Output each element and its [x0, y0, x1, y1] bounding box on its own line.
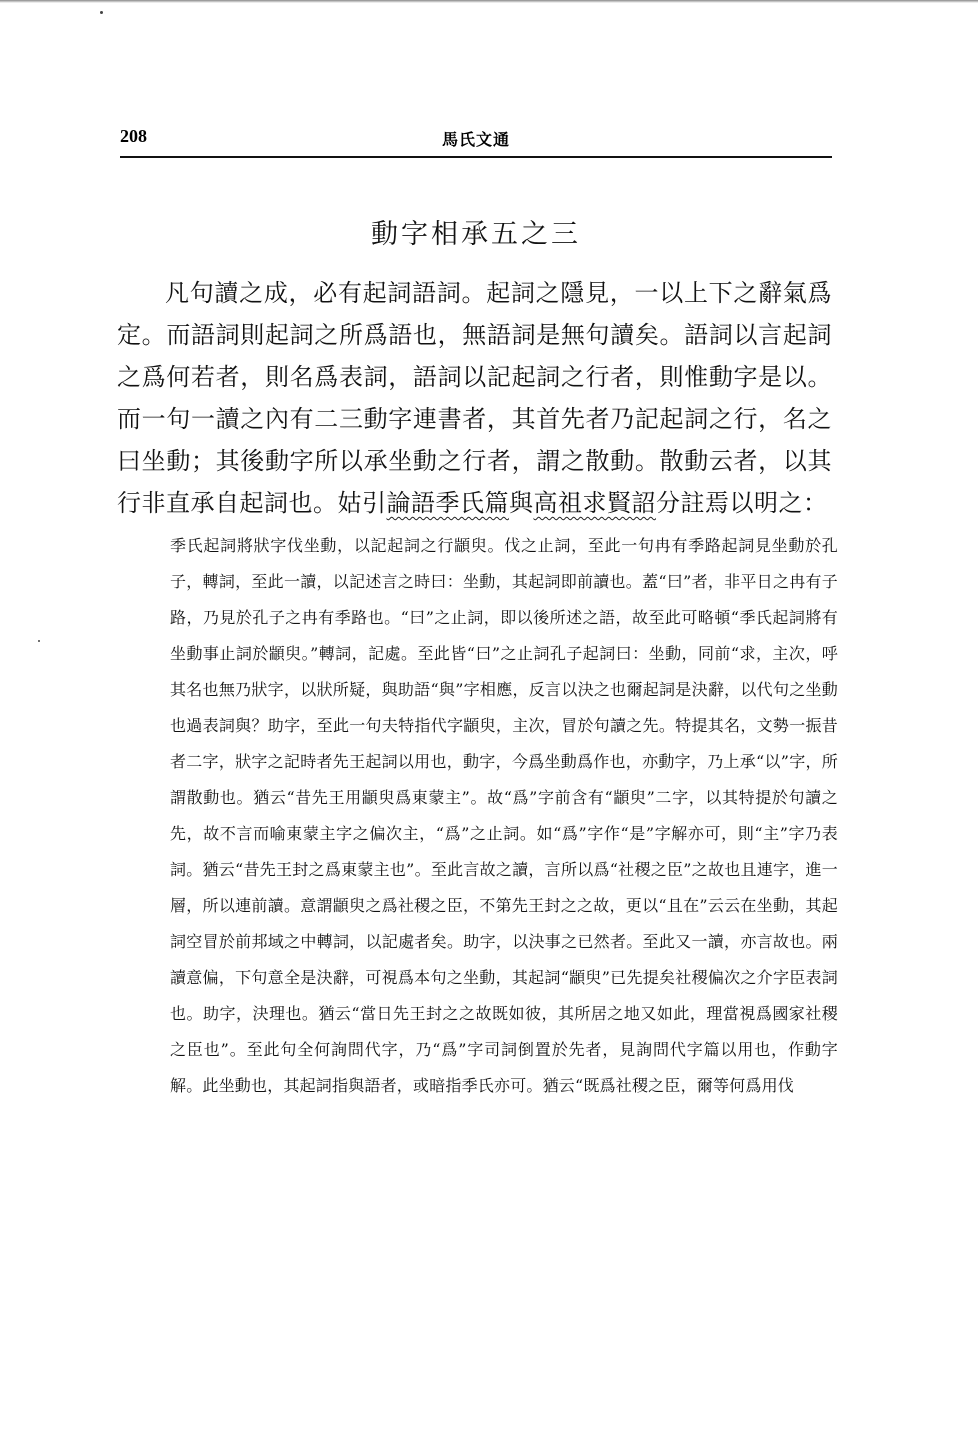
header-rule: [120, 156, 832, 158]
page-header: [120, 126, 832, 158]
book-title-lunyu: 論語: [386, 489, 436, 517]
scan-edge: [0, 0, 978, 3]
section-title: 動字相承五之三: [371, 219, 581, 250]
paragraph-joiner: 與: [509, 489, 534, 517]
annotated-commentary: 季氏起詞將狀字伐坐動，以記起詞之行顓臾。伐之止詞，至此一句冉有季路起詞見坐動於孔子，轉詞，至此一讀，以記述言之時曰：坐動，其起詞即前讀也。蓋“曰”者，非平日之冉有子路，乃見於孔子之冉有季路也。“曰”之止詞，即以後所述之語，故至此可略頓“季氏起詞將有坐動事止詞於顓臾。”轉詞，記處。至此皆“曰”之止詞孔子起詞曰：坐動，同前“求，主次，呼其名也無乃狀字，以狀所疑，與助語“與”字相應，反言以決之也爾起詞是決辭，以代句之坐動也過表詞與？助字，至此一句夫特指代字顓臾，主次，冒於句讀之先。特提其名，文勢一振昔者二字，狀字之記時者先王起詞以用也，動字，今爲坐動爲作也，亦動字，乃上承“以”字，所謂散動也。猶云“昔先王用顓臾爲東蒙主”。故“爲”字前含有“顓臾”二字，以其特提於句讀之先，故不言而喻東蒙主字之偏次主，“爲”之止詞。如“爲”字作“是”字解亦可，則“主”字乃表詞。猶云“昔先王封之爲東蒙主也”。至此言故之讀，言所以爲“社稷之臣”之故也且連字，進一層，所以連前讀。意謂顓臾之爲社稷之臣，不第先王封之之故，更以“且在”云云在坐動，其起詞空冒於前邦域之中轉詞，以記處者矣。助字，以決事之已然者。至此又一讀，亦言故也。兩讀意偏，下句意全是決辭，可視爲本句之坐動，其起詞“顓臾”已先提矣社稷偏次之介字臣表詞也。助字，決理也。猶云“當日先王封之之故既如彼，其所居之地又如此，理當視爲國家社稷之臣也”。至此句全何詢問代字，乃“爲”字司詞倒置於先者，見詢問代字篇以用也，作動字解。此坐動也，其起詞指與語者，或暗指季氏亦可。猶云“既爲社稷之臣，爾等何爲用伐: [170, 536, 838, 1095]
name-gaozu: 高祖: [533, 489, 583, 517]
scan-speck: [38, 640, 40, 642]
running-title: 馬氏文通: [441, 130, 510, 149]
scan-speck: [100, 11, 103, 14]
edict-title-qiuxian: 求賢詔: [582, 489, 656, 517]
body-paragraph: [117, 272, 832, 524]
paragraph-text-end: 分註焉以明之：: [656, 489, 828, 517]
page-number: 208: [120, 126, 147, 146]
chapter-title-jishi: 季氏篇: [435, 489, 509, 517]
paragraph-text: 凡句讀之成，必有起詞語詞。起詞之隱見，一以上下之辭氣爲定。而語詞則起詞之所爲語也，無語詞是無句讀矣。語詞以言起詞之爲何若者，則名爲表詞，語詞以記起詞之行者，則惟動字是以。而一句一讀之內有二三動字連書者，其首先者乃記起詞之行，名之曰坐動；其後動字所以承坐動之行者，謂之散動。散動云者，以其行非直承自起詞也。姑引: [117, 279, 832, 517]
main-paragraph: [117, 272, 832, 524]
